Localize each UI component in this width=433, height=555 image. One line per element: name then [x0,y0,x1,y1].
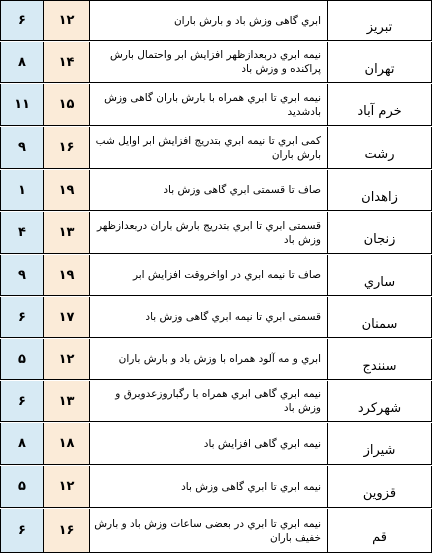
min-temp-cell: ۵ [1,466,43,507]
city-name: شیراز [363,443,396,458]
city-name: قم [372,530,387,545]
max-temp-cell: ۱۹ [43,255,89,295]
max-temp-cell: ۱۸ [43,423,89,464]
forecast-description: نیمه ابري دربعدازظهر افزایش ابر واحتمال بارش پراکنده و وزش باد [89,42,327,82]
city-name: رشت [364,147,395,162]
city-name-cell [327,127,431,168]
max-temp-cell: ۱۹ [43,170,89,210]
min-temp-cell: ۶ [1,381,43,421]
city-name-cell [327,466,431,507]
min-temp-cell: ۹ [1,255,43,295]
min-temp-cell: ۸ [1,423,43,464]
max-temp-cell: ۱۷ [43,297,89,337]
forecast-description: صاف تا قسمتی ابري گاهی وزش باد [89,170,327,210]
city-name-cell [327,1,431,40]
city-name-cell [327,42,431,82]
max-temp-cell: ۱۲ [43,1,89,40]
min-temp-cell: ۴ [1,212,43,253]
forecast-description: قسمتی ابري تا نیمه ابري گاهی وزش باد [89,297,327,337]
table-row [0,0,432,41]
min-temp-cell: ۶ [1,509,43,552]
table-row [0,212,432,254]
city-name: زنجان [363,232,396,247]
table-row [0,339,432,380]
city-name-cell [327,339,431,379]
forecast-description: ابري و مه آلود همراه با وزش باد و بارش باران [89,339,327,379]
min-temp-cell: ۹ [1,127,43,168]
forecast-description: صاف تا نیمه ابري در اواخروقت افزایش ابر [89,255,327,295]
table-row [0,466,432,508]
city-name: سمنان [361,316,398,332]
forecast-description: کمی ابري تا نیمه ابري بتدریج افزایش ابر اوایل شب بارش باران [89,127,327,168]
max-temp-cell: ۱۲ [43,466,89,507]
forecast-description: نیمه ابري تا ابري گاهی وزش باد [89,466,327,507]
table-row [0,255,432,296]
city-name: تهران [364,61,395,77]
table-row [0,170,432,211]
city-name-cell [327,170,431,210]
table-row [0,381,432,422]
max-temp-cell: ۱۶ [43,509,89,552]
city-name-cell [327,212,431,253]
min-temp-cell: ۸ [1,42,43,82]
forecast-description: نیمه ابري گاهی ابري همراه با رگباروزعدوبرق و وزش باد [89,381,327,421]
table-row [0,297,432,338]
min-temp-cell: ۶ [1,297,43,337]
table-row [0,127,432,169]
city-name-cell [327,423,431,464]
city-name: سنندج [362,358,397,374]
city-name-cell [327,509,431,552]
min-temp-cell: ۶ [1,1,43,40]
city-name: قزوین [362,486,397,501]
min-temp-cell: ۱ [1,170,43,210]
forecast-description: نیمه ابري تا ابري در بعضی ساعات وزش باد و بارش خفیف باران [89,509,327,552]
min-temp-cell: ۵ [1,339,43,379]
forecast-description: نیمه ابري تا ابري همراه با بارش باران گاهی وزش بادشدید [89,84,327,125]
city-name-cell [327,84,431,125]
city-name-cell [327,297,431,337]
table-row [0,84,432,126]
table-row [0,509,432,553]
city-name: ساري [363,274,396,290]
table-row [0,42,432,83]
max-temp-cell: ۱۳ [43,381,89,421]
city-name: خرم آباد [357,104,402,119]
max-temp-cell: ۱۶ [43,127,89,168]
forecast-description: نیمه ابري گاهی افزایش باد [89,423,327,464]
city-name: تبریز [366,20,393,35]
max-temp-cell: ۱۲ [43,339,89,379]
city-name: زاهدان [361,189,398,205]
max-temp-cell: ۱۴ [43,42,89,82]
city-name-cell [327,381,431,421]
forecast-description: ابري گاهی وزش باد و بارش باران [89,1,327,40]
city-name-cell [327,255,431,295]
table-row [0,423,432,465]
forecast-description: قسمتی ابري تا ابري بتدریج بارش باران دربعدازظهر وزش باد [89,212,327,253]
min-temp-cell: ۱۱ [1,84,43,125]
max-temp-cell: ۱۳ [43,212,89,253]
city-name: شهرکرد [357,400,402,416]
max-temp-cell: ۱۵ [43,84,89,125]
